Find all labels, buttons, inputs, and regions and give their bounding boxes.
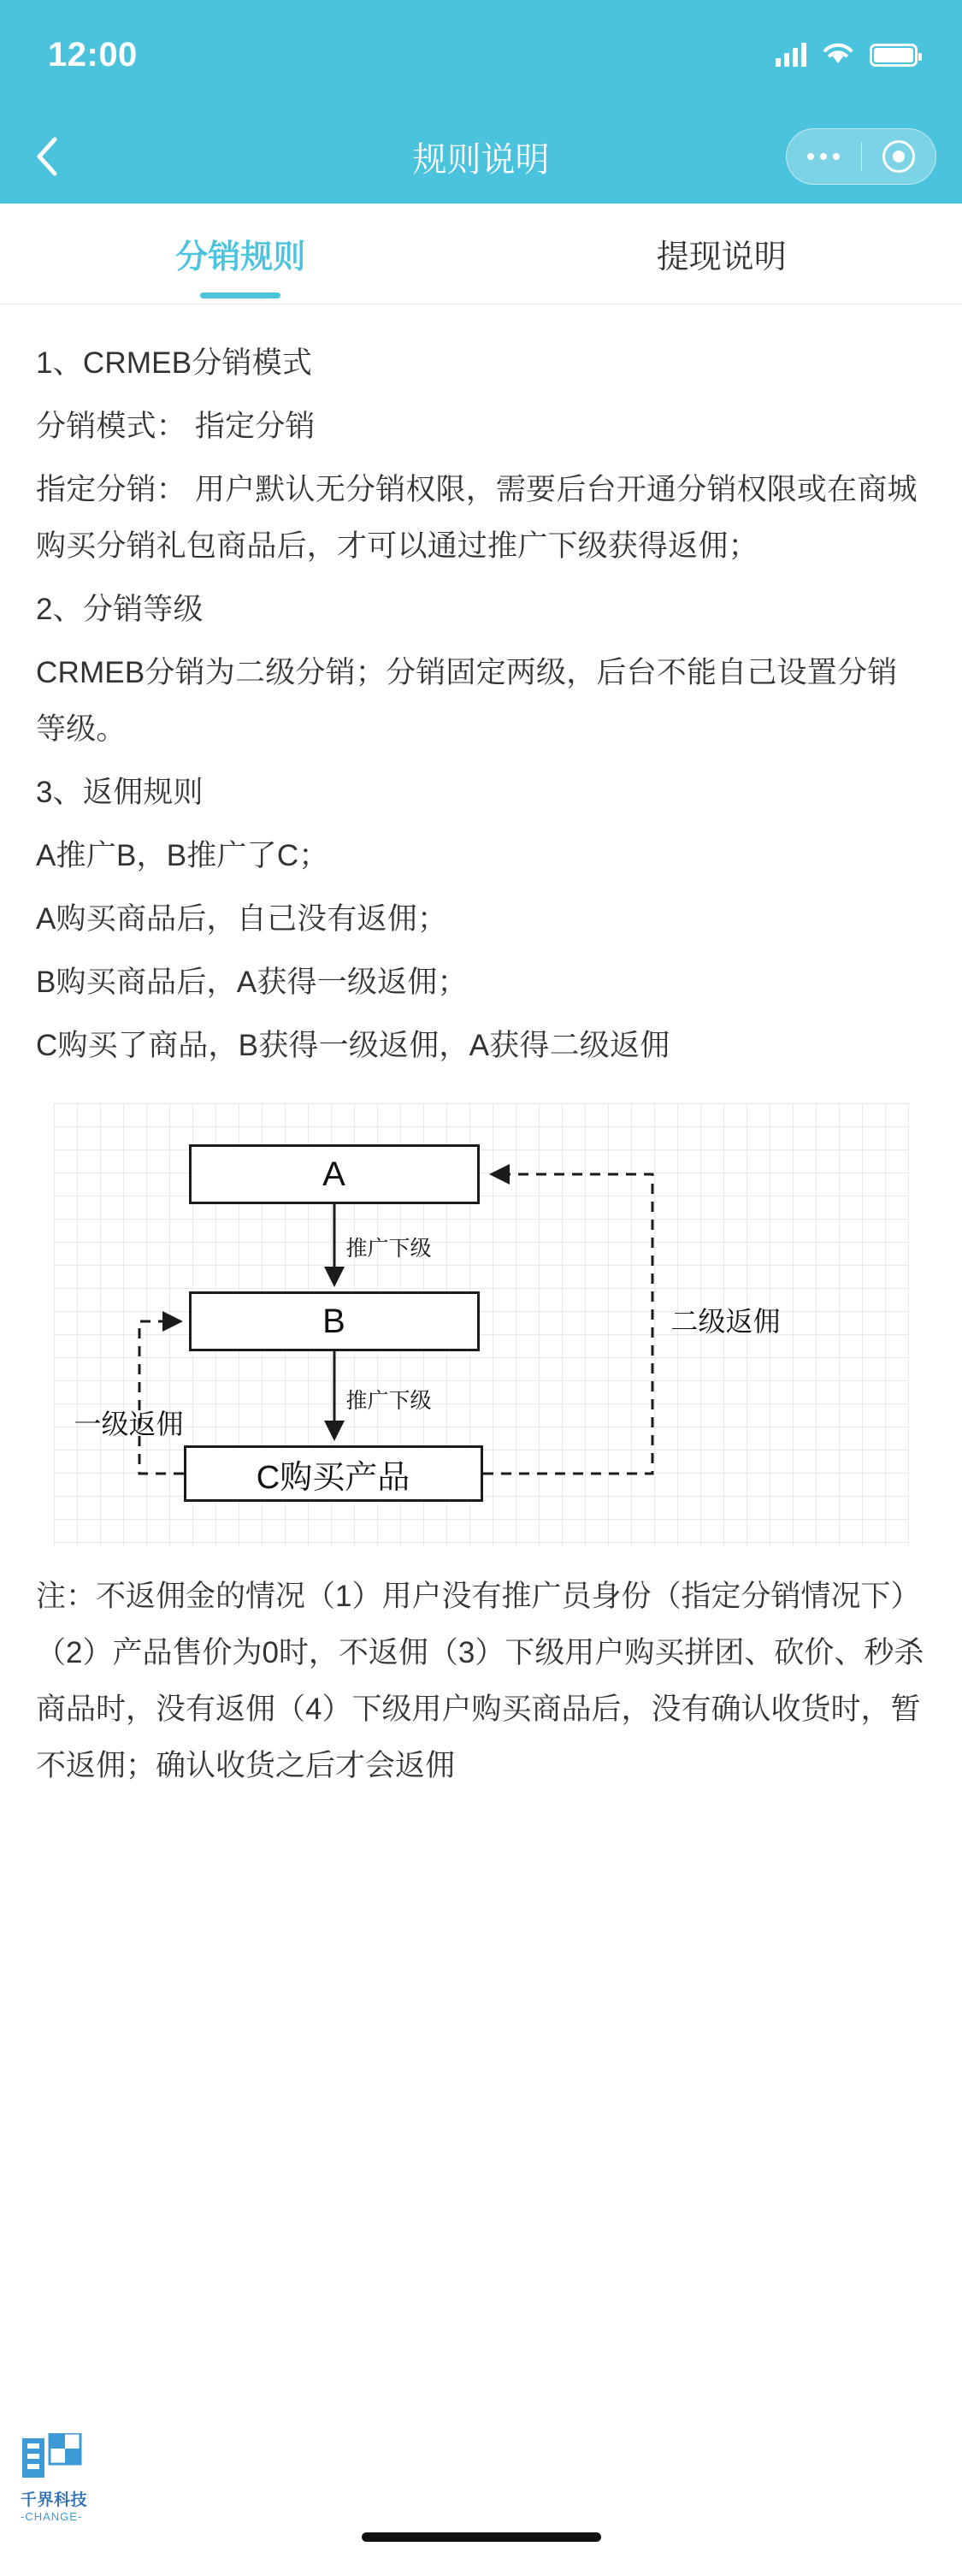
- rule-paragraph: 1、CRMEB分销模式: [36, 346, 313, 380]
- wifi-icon: [822, 41, 854, 69]
- tab-distribution-rules[interactable]: 分销规则: [0, 204, 481, 304]
- diagram-label-level-two: 二级返佣: [670, 1306, 781, 1337]
- rule-paragraph: CRMEB分销为二级分销；分销固定两级，后台不能自己设置分销等级。: [36, 656, 898, 746]
- diagram-label-level-one: 一级返佣: [74, 1409, 184, 1439]
- rule-paragraph: B购买商品后，A获得一级返佣；: [36, 966, 468, 999]
- more-menu-button[interactable]: [787, 153, 861, 160]
- rule-paragraph: 分销模式： 指定分销: [36, 410, 316, 443]
- signal-bars-icon: [776, 43, 806, 67]
- page-title: 规则说明: [412, 140, 550, 179]
- diagram-node-b: B: [189, 1291, 480, 1351]
- logo-subtitle: -CHANGE-: [21, 2510, 83, 2523]
- commission-diagram: [36, 1103, 926, 1546]
- mini-program-capsule: [786, 128, 936, 185]
- close-program-button[interactable]: [862, 140, 936, 173]
- battery-icon: [870, 44, 918, 67]
- rule-paragraph: A购买商品后，自己没有返佣；: [36, 902, 448, 936]
- diagram-edge-label-ab: 推广下级: [345, 1237, 432, 1261]
- rule-paragraph: A推广B，B推广了C；: [36, 839, 329, 872]
- home-indicator: [362, 2532, 601, 2542]
- rule-paragraph: 2、分销等级: [36, 593, 204, 626]
- diagram-node-c: C购买产品: [184, 1445, 483, 1502]
- diagram-canvas: [54, 1103, 909, 1546]
- footnote-text: 注：不返佣金的情况（1）用户没有推广员身份（指定分销情况下）（2）产品售价为0时，不返佣（3）下级用户购买拼团、砍价、秒杀商品时，没有返佣（4）下级用户购买商品后，没有确认收货时，暂不返佣；确认收货之后才会返佣: [36, 1580, 924, 1782]
- rule-paragraph: 3、返佣规则: [36, 776, 204, 809]
- rule-paragraph: 指定分销： 用户默认无分销权限，需要后台开通分销权限或在商城购买分销礼包商品后，才可以通过推广下级获得返佣；: [36, 473, 918, 563]
- rule-paragraph: C购买了商品，B获得一级返佣，A获得二级返佣: [36, 1029, 670, 1062]
- logo-name: 千界科技: [21, 2491, 88, 2509]
- nav-bar: [0, 109, 962, 204]
- logo-icon: [21, 2433, 123, 2485]
- brand-logo: [21, 2433, 123, 2523]
- more-dots-icon: [807, 153, 840, 160]
- rules-content: [0, 304, 962, 1546]
- status-time: 12:00: [48, 35, 138, 74]
- chevron-left-icon: [34, 135, 60, 178]
- tab-bar: [0, 204, 962, 304]
- diagram-node-a: A: [189, 1144, 480, 1204]
- back-button[interactable]: [0, 109, 94, 204]
- target-circle-icon: [882, 140, 915, 173]
- status-bar: [0, 0, 962, 109]
- status-icons: [776, 41, 918, 69]
- tab-withdraw-instructions[interactable]: 提现说明: [656, 239, 787, 275]
- diagram-edge-label-bc: 推广下级: [345, 1389, 432, 1413]
